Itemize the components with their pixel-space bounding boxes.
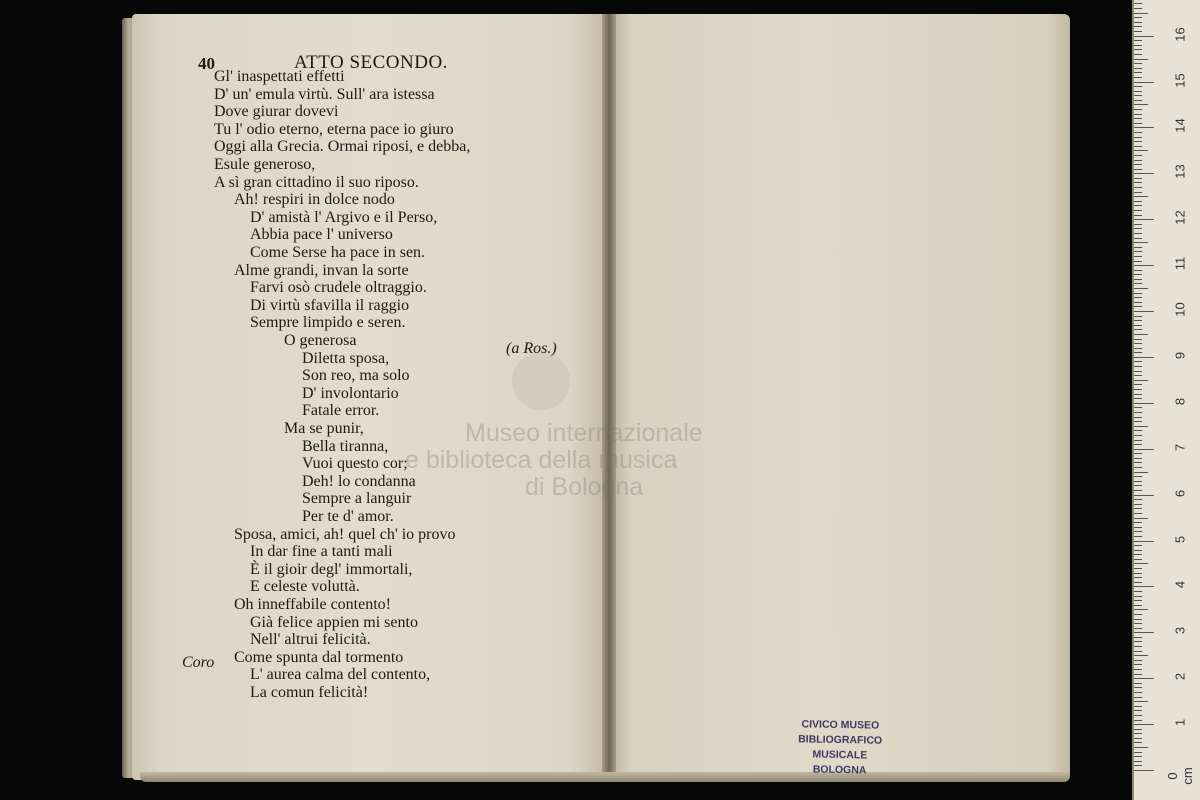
ruler-label: 12 [1172, 210, 1188, 225]
verse-line: Oh inneffabile contento! [234, 596, 391, 613]
ruler-tick [1134, 224, 1142, 225]
verse-line: Sempre a languir [302, 490, 412, 508]
ruler-tick [1134, 619, 1142, 620]
ruler-tick [1134, 440, 1142, 441]
ruler-tick [1134, 288, 1148, 289]
ruler-tick [1134, 68, 1142, 69]
ruler-tick [1134, 127, 1154, 128]
ruler-tick [1134, 210, 1142, 211]
ruler-label: 0 cm [1165, 767, 1195, 785]
verse-line: D' involontario [302, 384, 399, 402]
ruler-tick [1134, 215, 1142, 216]
watermark-logo [512, 352, 570, 410]
ruler-tick [1134, 261, 1142, 262]
ruler-tick [1134, 527, 1142, 528]
ruler-label: 8 [1172, 397, 1188, 405]
ruler-tick [1134, 251, 1142, 252]
ruler-tick [1134, 348, 1142, 349]
ruler-tick [1134, 738, 1142, 739]
ruler-tick [1134, 706, 1142, 707]
ruler-tick [1134, 72, 1142, 73]
ruler-tick [1134, 22, 1142, 23]
verse-line: Fatale error. [302, 402, 380, 420]
verse-line: Sposa, amici, ah! quel ch' io provo [234, 525, 456, 543]
ruler-label: 1 [1172, 718, 1188, 727]
ruler-tick [1134, 205, 1142, 206]
ruler-tick [1134, 8, 1142, 9]
ruler-tick [1134, 513, 1142, 514]
ruler-tick [1134, 352, 1142, 353]
ruler-tick [1134, 609, 1148, 610]
ruler-tick [1134, 329, 1142, 330]
ruler-tick [1134, 563, 1148, 564]
ruler-label: 7 [1172, 443, 1188, 451]
ruler-tick [1134, 233, 1142, 234]
ruler-tick [1134, 114, 1142, 115]
ruler-tick [1134, 86, 1142, 87]
ruler-tick [1134, 265, 1154, 266]
verse-line: In dar fine a tanti mali [250, 543, 393, 561]
ruler-tick [1134, 45, 1142, 46]
ruler-tick [1134, 623, 1142, 624]
ruler-tick [1134, 752, 1142, 753]
ruler-tick [1134, 628, 1142, 629]
ruler-tick [1134, 499, 1142, 500]
ruler-label [1173, 0, 1188, 2]
ruler-tick [1134, 742, 1142, 743]
ruler-tick [1134, 91, 1142, 92]
ruler-tick [1134, 26, 1142, 27]
verse-line: È il gioir degl' immortali, [250, 560, 413, 578]
ruler-tick [1134, 178, 1142, 179]
ruler-tick [1134, 761, 1142, 762]
ruler-tick [1134, 77, 1142, 78]
verse-line: Dove giurar dovevi [214, 103, 339, 121]
ruler-tick [1134, 169, 1142, 170]
ruler-tick [1134, 100, 1142, 101]
ruler-tick [1134, 13, 1148, 14]
ruler-tick [1134, 357, 1154, 358]
ruler-tick [1134, 586, 1154, 587]
ruler-tick [1134, 82, 1154, 83]
watermark-line: di Bologna [525, 473, 644, 501]
ruler-tick [1134, 669, 1142, 670]
ruler-tick [1134, 311, 1154, 312]
ruler-tick [1134, 591, 1142, 592]
ruler-tick [1134, 674, 1142, 675]
ruler-tick [1134, 274, 1142, 275]
verse-line: Sempre limpido e seren. [250, 314, 406, 332]
ruler-tick [1134, 614, 1142, 615]
ruler-tick [1134, 343, 1142, 344]
verse-line: O generosa [284, 332, 357, 349]
speaker-label: Coro [182, 654, 215, 671]
ruler-tick [1134, 302, 1142, 303]
ruler-tick [1134, 692, 1142, 693]
verse-line: Di virtù sfavilla il raggio [250, 296, 410, 314]
ruler-tick [1134, 462, 1142, 463]
ruler-tick [1134, 550, 1142, 551]
ruler-tick [1134, 582, 1142, 583]
ruler-label: 3 [1172, 627, 1188, 635]
ruler-tick [1134, 664, 1142, 665]
ruler-tick [1134, 293, 1142, 294]
ruler-tick [1134, 141, 1142, 142]
ruler-tick [1134, 729, 1142, 730]
watermark-line: e biblioteca della musica [405, 446, 678, 474]
ruler-tick [1134, 118, 1142, 119]
ruler-tick [1134, 646, 1142, 647]
ruler-label: 15 [1172, 72, 1188, 88]
ruler-tick [1134, 316, 1142, 317]
ruler-tick [1134, 518, 1148, 519]
verse-line: Bella tiranna, [302, 437, 389, 455]
ruler-tick [1134, 453, 1142, 454]
ruler-tick [1134, 228, 1142, 229]
measurement-ruler [1132, 0, 1200, 800]
ruler-tick [1134, 467, 1142, 468]
ruler-tick [1134, 747, 1148, 748]
ruler-label: 16 [1172, 26, 1188, 42]
ruler-tick [1134, 481, 1142, 482]
running-head: ATTO SECONDO. [294, 52, 448, 73]
ruler-label: 6 [1172, 489, 1188, 497]
ruler-tick [1134, 687, 1142, 688]
stamp-line: BOLOGNA [812, 763, 867, 777]
ruler-tick [1134, 637, 1142, 638]
ruler-tick [1134, 155, 1142, 156]
ruler-tick [1134, 504, 1142, 505]
ruler-tick [1134, 683, 1142, 684]
ruler-tick [1134, 306, 1142, 307]
book-gutter [602, 14, 616, 780]
ruler-tick [1134, 472, 1148, 473]
verse-line: Esule generoso, [214, 156, 316, 173]
ruler-tick [1134, 137, 1142, 138]
page-number: 40 [198, 54, 215, 73]
ruler-tick [1134, 632, 1154, 633]
ruler-tick [1134, 641, 1142, 642]
ruler-tick [1134, 36, 1154, 37]
ruler-tick [1134, 256, 1142, 257]
ruler-label: 10 [1172, 302, 1188, 317]
ruler-tick [1134, 600, 1142, 601]
verse-line: Gl' inaspettati effetti [214, 68, 345, 85]
ruler-tick [1134, 196, 1148, 197]
verse-line: Ma se punir, [284, 420, 364, 437]
ruler-tick [1134, 219, 1154, 220]
ruler-tick [1134, 59, 1148, 60]
ruler-tick [1134, 417, 1142, 418]
ruler-tick [1134, 770, 1154, 771]
ruler-tick [1134, 605, 1142, 606]
ruler-tick [1134, 31, 1142, 32]
ruler-tick [1134, 430, 1142, 431]
ruler-tick [1134, 17, 1142, 18]
ruler-tick [1134, 283, 1142, 284]
watermark-line: Museo internazionale [465, 419, 703, 447]
ruler-tick [1134, 495, 1154, 496]
verse-line: Oggi alla Grecia. Ormai riposi, e debba, [214, 138, 471, 156]
ruler-tick [1134, 95, 1142, 96]
verse-line: Deh! lo condanna [302, 472, 416, 490]
ruler-tick [1134, 765, 1142, 766]
ruler-label: 5 [1172, 535, 1188, 543]
verse-line: Come Serse ha pace in sen. [250, 244, 426, 261]
ruler-tick [1134, 320, 1142, 321]
ruler-tick [1134, 150, 1148, 151]
ruler-tick [1134, 541, 1154, 542]
verse-line: Già felice appien mi sento [250, 613, 418, 631]
ruler-tick [1134, 756, 1142, 757]
ruler-tick [1134, 573, 1142, 574]
ruler-tick [1134, 63, 1142, 64]
ruler-tick [1134, 371, 1142, 372]
ruler-tick [1134, 701, 1148, 702]
ruler-label: 14 [1172, 118, 1188, 134]
ruler-tick [1134, 238, 1142, 239]
ruler-tick [1134, 54, 1142, 55]
book-bottom-edge [140, 772, 1070, 782]
ruler-label: 13 [1172, 164, 1188, 180]
verse-line: Per te d' amor. [302, 508, 394, 525]
verse-line: Vuoi questo cor; [302, 455, 408, 473]
ruler-tick [1134, 407, 1142, 408]
ruler-label: 2 [1172, 673, 1188, 681]
verse-line: Abbia pace l' universo [250, 226, 393, 244]
ruler-tick [1134, 297, 1142, 298]
ruler-tick [1134, 536, 1142, 537]
verse-line: Farvi osò crudele oltraggio. [250, 279, 427, 297]
ruler-tick [1134, 160, 1142, 161]
ruler-tick [1134, 164, 1142, 165]
stamp-line: CIVICO MUSEO [801, 718, 880, 732]
ruler-tick [1134, 334, 1148, 335]
verse-line: Ah! respiri in dolce nodo [234, 191, 395, 209]
ruler-tick [1134, 720, 1142, 721]
ruler-tick [1134, 325, 1142, 326]
ruler-tick [1134, 577, 1142, 578]
verse-line: Come spunta dal tormento [234, 648, 404, 666]
verse-line: La comun felicità! [250, 684, 369, 701]
verse-line: L' aurea calma del contento, [250, 666, 431, 684]
ruler-tick [1134, 389, 1142, 390]
ruler-tick [1134, 104, 1148, 105]
ruler-tick [1134, 697, 1142, 698]
stage-direction: (a Ros.) [506, 340, 557, 357]
verse-line: Nell' altrui felicità. [250, 631, 371, 649]
ruler-tick [1134, 508, 1142, 509]
ruler-tick [1134, 724, 1154, 725]
ruler-tick [1134, 201, 1142, 202]
ruler-tick [1134, 403, 1154, 404]
verse-line: Son reo, ma solo [302, 367, 410, 385]
ruler-tick [1134, 380, 1148, 381]
ruler-tick [1134, 476, 1142, 477]
ruler-tick [1134, 270, 1142, 271]
ruler-tick [1134, 398, 1142, 399]
library-stamp [769, 717, 910, 779]
ruler-tick [1134, 490, 1142, 491]
ruler-tick [1134, 173, 1154, 174]
ruler-tick [1134, 715, 1142, 716]
ruler-tick [1134, 3, 1142, 4]
ruler-tick [1134, 568, 1142, 569]
ruler-tick [1134, 339, 1142, 340]
verse-line: A sì gran cittadino il suo riposo. [214, 173, 419, 191]
ruler-label: 4 [1172, 581, 1188, 589]
ruler-tick [1134, 733, 1142, 734]
ruler-tick [1134, 394, 1142, 395]
ruler-tick [1134, 678, 1154, 679]
ruler-tick [1134, 596, 1142, 597]
ruler-tick [1134, 710, 1142, 711]
ruler-tick [1134, 40, 1142, 41]
ruler-tick [1134, 132, 1142, 133]
ruler-tick [1134, 545, 1142, 546]
ruler-tick [1134, 192, 1142, 193]
right-page [608, 14, 1070, 780]
ruler-tick [1134, 435, 1142, 436]
ruler-tick [1134, 485, 1142, 486]
ruler-tick [1134, 182, 1142, 183]
verse-line: E celeste voluttà. [250, 578, 360, 596]
ruler-tick [1134, 146, 1142, 147]
ruler-tick [1134, 426, 1148, 427]
verse-line: D' un' emula virtù. Sull' ara istessa [214, 85, 435, 103]
ruler-tick [1134, 444, 1142, 445]
verse-line: Diletta sposa, [302, 349, 390, 367]
ruler-tick [1134, 554, 1142, 555]
verse-line: Alme grandi, invan la sorte [234, 261, 409, 279]
ruler-tick [1134, 187, 1142, 188]
ruler-tick [1134, 449, 1154, 450]
ruler-tick [1134, 531, 1142, 532]
verse-line: D' amistà l' Argivo e il Perso, [250, 208, 438, 226]
ruler-label: 9 [1172, 351, 1188, 360]
ruler-tick [1134, 109, 1142, 110]
verse-line: Tu l' odio eterno, eterna pace io giuro [214, 120, 454, 138]
ruler-tick [1134, 242, 1148, 243]
ruler-tick [1134, 559, 1142, 560]
ruler-tick [1134, 412, 1142, 413]
ruler-tick [1134, 660, 1142, 661]
ruler-tick [1134, 458, 1142, 459]
ruler-tick [1134, 421, 1142, 422]
ruler-tick [1134, 651, 1142, 652]
ruler-tick [1134, 366, 1142, 367]
ruler-label: 11 [1172, 256, 1188, 271]
ruler-tick [1134, 384, 1142, 385]
ruler-tick [1134, 279, 1142, 280]
stamp-line: BIBLIOGRAFICO MUSICALE [798, 733, 883, 762]
ruler-tick [1134, 375, 1142, 376]
ruler-tick [1134, 655, 1148, 656]
ruler-tick [1134, 361, 1142, 362]
ruler-tick [1134, 123, 1142, 124]
ruler-tick [1134, 522, 1142, 523]
ruler-tick [1134, 247, 1142, 248]
ruler-tick [1134, 49, 1142, 50]
